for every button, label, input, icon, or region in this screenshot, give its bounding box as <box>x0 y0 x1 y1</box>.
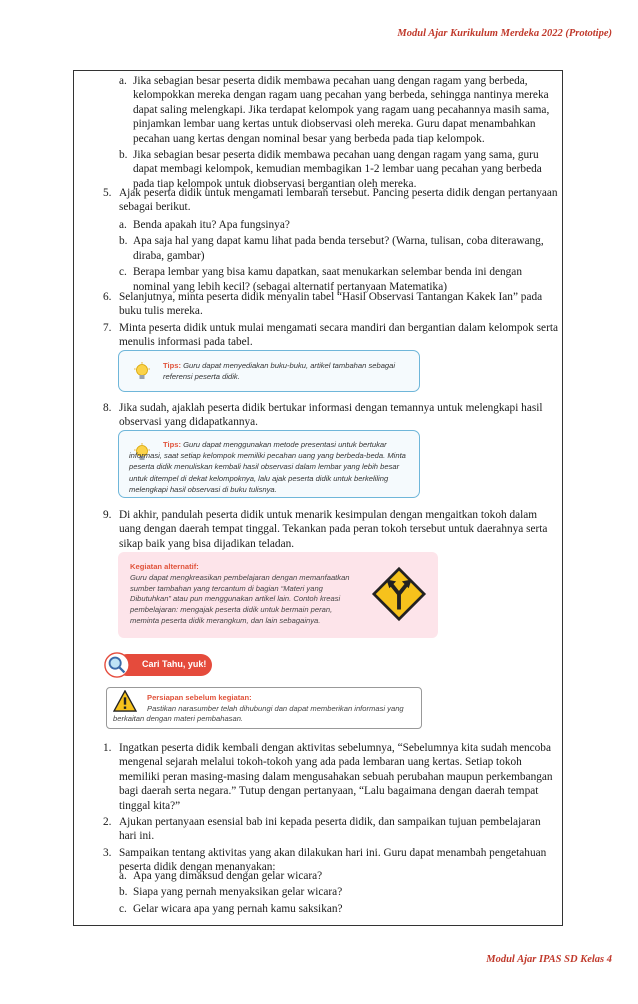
alternative-activity-box <box>118 552 438 638</box>
cari-tahu-banner <box>104 652 214 678</box>
prep-title: Persiapan sebelum kegiatan: <box>147 693 252 702</box>
preparation-box <box>106 687 422 729</box>
tip-label: Tips: <box>163 440 182 449</box>
step-5-questions <box>119 218 559 296</box>
alt-text: Guru dapat mengkreasikan pembelajaran dengan memanfaatkan sumber tambahan yang tercantum di bagian “Materi yang Dibutuhkan” atau pun menggunakan artikel lain. Contoh kreasi pembelajaran: mengajak peserta didik untuk bermain peran, meminta peserta didik merangkum, dan lain sebagainya. <box>130 572 350 625</box>
step-5: 5. Ajak peserta didik untuk mengamati lembaran tersebut. Pancing peserta didik dengan pertanyaan sebagai berikut. <box>103 187 558 214</box>
tip-box-1 <box>118 350 420 392</box>
steps-1-3 <box>103 741 558 877</box>
cari-tahu-label: Cari Tahu, yuk! <box>142 659 207 669</box>
sub-list-ab <box>119 74 559 193</box>
list-item: b. Jika sebagian besar peserta didik membawa pecahan uang dengan ragam yang sama, guru dapat membagi kelompok, kemudian membagikan 1-2 lembar uang pecahan yang berbeda pada tiap kelompok untuk diobservasi bergantian oleh mereka. <box>119 149 542 190</box>
lightbulb-icon <box>133 362 151 382</box>
list-item: b. Apa saja hal yang dapat kamu lihat pada benda tersebut? (Warna, tulisan, coba diterawang, diraba, gambar) <box>119 235 544 262</box>
road-sign-icon <box>370 565 428 623</box>
list-item: 2. Ajukan pertanyaan esensial bab ini kepada peserta didik, dan sampaikan tujuan pembelajaran hari ini. <box>103 816 541 843</box>
prep-text: Pastikan narasumber telah dihubungi dan dapat memberikan informasi yang berkaitan dengan materi pembahasan. <box>113 703 404 724</box>
list-item: c. Gelar wicara apa yang pernah kamu saksikan? <box>119 902 343 915</box>
page-footer: Modul Ajar IPAS SD Kelas 4 <box>486 954 612 965</box>
magnifier-icon <box>104 652 130 678</box>
step-9: 9. Di akhir, pandulah peserta didik untuk menarik kesimpulan dengan mengaitkan tokoh dalam uang dengan daerah tempat tinggal. Tekankan pada peran tokoh tersebut untuk daerahnya serta sikap baik yang bisa dijadikan teladan. <box>103 509 548 550</box>
tip-text: Guru dapat menyediakan buku-buku, artikel tambahan sebagai referensi peserta didik. <box>163 361 396 382</box>
list-item: 1. Ingatkan peserta didik kembali dengan aktivitas sebelumnya, “Sebelumnya kita sudah mencoba mengenal sejarah melalui tokoh-tokoh yang ada pada lembaran uang kertas. Setiap tokoh memiliki peran masing-masing dalam mengusahakan sebuah perubahan maupun perkembangan bagi daerah serta negara.” Tutup dengan pertanyaan, “Lalu bagaimana dengan daerah tempat tinggal kita?” <box>103 742 553 812</box>
tip-text: Guru dapat menggunakan metode presentasi untuk bertukar informasi, saat setiap kelompok memiliki pecahan uang yang berbeda-beda. Minta peserta didik menuliskan kembali hasil observasi dalam lembar yang lebih besar untuk ditempel di dekat kelompoknya, lalu ajak peserta didik untuk berkeliling melengkapi hasil observasi di buku tulisnya. <box>129 440 406 494</box>
list-item: c. Berapa lembar yang bisa kamu dapatkan, saat menukarkan selembar benda ini dengan nominal yang lebih kecil? (sebagai alternatif pertanyaan Matematika) <box>119 266 522 293</box>
list-item: a. Apa yang dimaksud dengan gelar wicara? <box>119 870 323 882</box>
page-header: Modul Ajar Kurikulum Merdeka 2022 (Prototipe) <box>397 28 612 39</box>
alt-title: Kegiatan alternatif: <box>130 562 199 571</box>
step-6-7: 6. Selanjutnya, minta peserta didik menyalin tabel “Hasil Observasi Tantangan Kakek Ian” pada buku tulis mereka. 7. Minta peserta didik untuk mulai mengamati secara mandiri dan bergantian dalam kelompok serta menulis informasi pada tabel. <box>103 291 558 349</box>
list-item: b. Siapa yang pernah menyaksikan gelar wicara? <box>119 886 343 899</box>
list-item: a. Benda apakah itu? Apa fungsinya? <box>119 219 290 231</box>
tip-box-2 <box>118 430 420 498</box>
step-8: 8. Jika sudah, ajaklah peserta didik bertukar informasi dengan temannya untuk melengkapi hasil observasi yang didapatkannya. <box>103 402 543 429</box>
list-item: 3. Sampaikan tentang aktivitas yang akan dilakukan hari ini. Guru dapat menambah pengetahuan peserta didik dengan menanyakan: <box>103 846 547 874</box>
tip-label: Tips: <box>163 361 182 370</box>
list-item: a. Jika sebagian besar peserta didik membawa pecahan uang dengan ragam yang berbeda, kelompokkan mereka dengan ragam uang pecahan yang berbeda, sehingga nantinya mereka dapat saling melengkapi. Jika terdapat kelompok yang ragam uang pecahannya masih sama, pinjamkan lembar uang kertas untuk diobservasi oleh mereka. Guru dapat menambahkan pecahan uang kertas dengan nominal besar yang berbeda pada tiap kelompok. <box>119 75 550 145</box>
step-3-questions <box>119 869 559 918</box>
